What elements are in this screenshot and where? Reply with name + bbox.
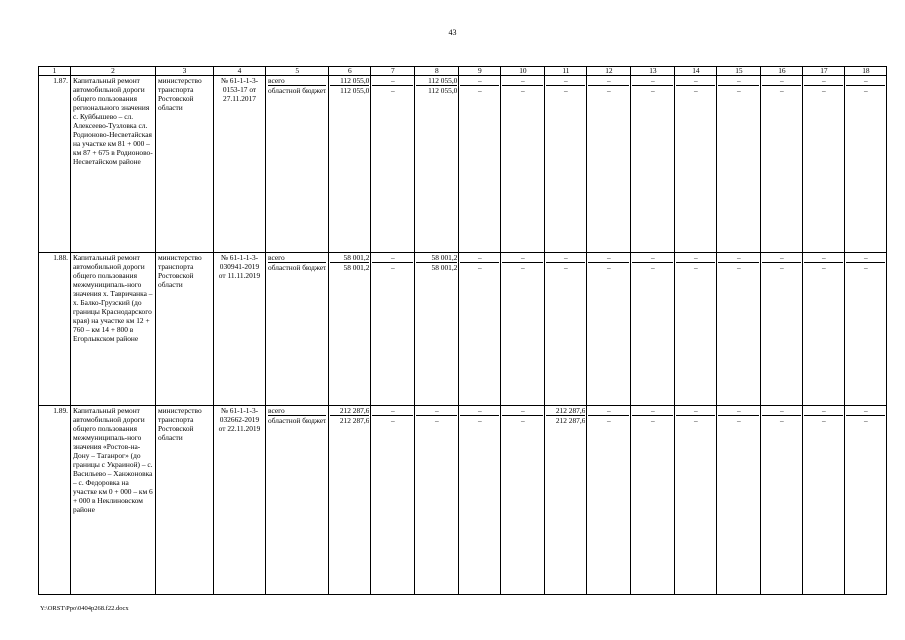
amount-value: – <box>564 86 568 95</box>
funding-source-label: всего <box>268 406 326 416</box>
amount-cell <box>545 253 587 406</box>
amount-value: – <box>546 76 585 86</box>
amount-value: – <box>822 86 826 95</box>
amount-cell <box>631 76 675 253</box>
amount-value: 58 001,2 <box>343 263 370 272</box>
amount-cell <box>631 253 675 406</box>
amount-value: – <box>780 416 784 425</box>
funding-source-label: областной бюджет <box>268 416 327 425</box>
amount-value: – <box>864 263 868 272</box>
amount-cell <box>587 406 631 595</box>
col-header-12: 12 <box>587 67 631 76</box>
col-header-15: 15 <box>717 67 761 76</box>
amount-value: 112 055,0 <box>340 86 370 95</box>
amount-value: – <box>478 416 482 425</box>
amount-value: 212 287,6 <box>555 416 586 425</box>
amount-cell <box>675 76 717 253</box>
amount-value: – <box>762 76 801 86</box>
expertise-document: № 61-1-1-3-032662-2019 от 22.11.2019 <box>214 406 266 595</box>
amount-value: – <box>588 406 629 416</box>
amount-value: – <box>416 406 457 416</box>
financing-table <box>38 66 887 595</box>
row-number: 1.89. <box>39 406 71 595</box>
amount-value: – <box>521 263 525 272</box>
amount-value: – <box>502 253 543 263</box>
col-header-2: 2 <box>71 67 156 76</box>
amount-value: – <box>822 416 826 425</box>
table-row <box>39 253 887 406</box>
funding-source-label: всего <box>268 76 326 86</box>
amount-value: – <box>694 263 698 272</box>
amount-value: – <box>822 263 826 272</box>
funding-source-cell <box>266 406 329 595</box>
amount-value: – <box>502 76 543 86</box>
funding-source-label: областной бюджет <box>268 263 327 272</box>
amount-value: – <box>546 253 585 263</box>
amount-value: – <box>521 86 525 95</box>
amount-value: – <box>372 406 413 416</box>
amount-cell <box>717 253 761 406</box>
amount-cell <box>675 253 717 406</box>
amount-cell <box>415 406 459 595</box>
col-header-14: 14 <box>675 67 717 76</box>
amount-cell <box>329 406 371 595</box>
page-number: 43 <box>448 28 457 37</box>
responsible-ministry: министерство транспорта Ростовской области <box>156 76 214 253</box>
col-header-16: 16 <box>761 67 803 76</box>
amount-value: – <box>737 263 741 272</box>
object-name: Капитальный ремонт автомобильной дороги общего пользования межмуниципаль-ного значения «Ростов-на-Дону – Таганрог» (до границы с Украиной) – с. Васильево – Ханжоновка – с. Федоровка на участке км 0 + 000 – км 6 + 000 в Неклиновском районе <box>71 406 156 595</box>
amount-value: – <box>478 263 482 272</box>
amount-value: – <box>718 76 759 86</box>
col-header-1: 1 <box>39 67 71 76</box>
amount-cell <box>371 253 415 406</box>
amount-value: – <box>718 253 759 263</box>
amount-value: – <box>651 416 655 425</box>
amount-value: – <box>632 253 673 263</box>
amount-value: – <box>588 76 629 86</box>
object-name: Капитальный ремонт автомобильной дороги общего пользования регионального значения с. Куйбышево – сл. Алексеево-Тузловка сл. Родионово-Несветайская на участке км 81 + 000 – км 87 + 675 в Родионово-Несветайском районе <box>71 76 156 253</box>
row-number: 1.87. <box>39 76 71 253</box>
amount-value: – <box>780 263 784 272</box>
amount-value: 112 055,0 <box>416 76 457 86</box>
amount-cell <box>631 406 675 595</box>
col-header-3: 3 <box>156 67 214 76</box>
amount-value: – <box>391 263 395 272</box>
amount-value: – <box>632 76 673 86</box>
amount-value: 58 001,2 <box>330 253 369 263</box>
amount-cell <box>329 253 371 406</box>
amount-value: – <box>846 253 885 263</box>
amount-cell <box>587 253 631 406</box>
col-header-18: 18 <box>845 67 887 76</box>
funding-source-cell <box>266 76 329 253</box>
amount-value: – <box>737 416 741 425</box>
amount-cell <box>545 76 587 253</box>
amount-cell <box>459 406 501 595</box>
amount-cell <box>717 76 761 253</box>
amount-value: 58 001,2 <box>416 253 457 263</box>
amount-cell <box>845 76 887 253</box>
amount-value: – <box>762 253 801 263</box>
funding-source-label: всего <box>268 253 326 263</box>
amount-value: 112 055,0 <box>428 86 458 95</box>
amount-value: – <box>607 416 611 425</box>
col-header-10: 10 <box>501 67 545 76</box>
amount-value: – <box>694 416 698 425</box>
amount-cell <box>845 253 887 406</box>
amount-value: – <box>804 406 843 416</box>
table-row <box>39 76 887 253</box>
amount-value: – <box>391 416 395 425</box>
amount-cell <box>415 76 459 253</box>
amount-value: – <box>478 86 482 95</box>
amount-cell <box>761 76 803 253</box>
object-name: Капитальный ремонт автомобильной дороги общего пользования межмуниципаль-ного значения х. Тавричанка – х. Балко-Грузский (до границы Краснодарского края) на участке км 12 + 760 – км 14 + 800 в Егорлыкском районе <box>71 253 156 406</box>
amount-value: – <box>676 406 715 416</box>
col-header-8: 8 <box>415 67 459 76</box>
amount-cell <box>675 406 717 595</box>
table-row <box>39 406 887 595</box>
amount-cell <box>803 253 845 406</box>
amount-cell <box>501 76 545 253</box>
col-header-7: 7 <box>371 67 415 76</box>
amount-value: – <box>804 253 843 263</box>
amount-cell <box>761 253 803 406</box>
amount-cell <box>371 76 415 253</box>
col-header-4: 4 <box>214 67 266 76</box>
amount-value: 58 001,2 <box>431 263 458 272</box>
amount-value: – <box>676 76 715 86</box>
footer-file-path: Y:\ORST\Ppo\0404p268.f22.docx <box>40 605 129 612</box>
amount-cell <box>415 253 459 406</box>
col-header-17: 17 <box>803 67 845 76</box>
expertise-document: № 61-1-1-3-0153-17 от 27.11.2017 <box>214 76 266 253</box>
amount-value: – <box>460 406 499 416</box>
amount-value: – <box>460 76 499 86</box>
amount-cell <box>501 253 545 406</box>
amount-value: – <box>718 406 759 416</box>
col-header-9: 9 <box>459 67 501 76</box>
funding-source-label: областной бюджет <box>268 86 327 95</box>
funding-source-cell <box>266 253 329 406</box>
amount-cell <box>545 406 587 595</box>
amount-value: – <box>521 416 525 425</box>
amount-value: – <box>651 86 655 95</box>
amount-value: – <box>846 76 885 86</box>
amount-value: – <box>864 86 868 95</box>
amount-value: – <box>435 416 439 425</box>
amount-cell <box>587 76 631 253</box>
amount-value: – <box>502 406 543 416</box>
amount-cell <box>761 406 803 595</box>
amount-value: 212 287,6 <box>339 416 370 425</box>
expertise-document: № 61-1-1-3-030941-2019 от 11.11.2019 <box>214 253 266 406</box>
amount-value: – <box>632 406 673 416</box>
amount-value: – <box>607 263 611 272</box>
amount-value: – <box>588 253 629 263</box>
amount-cell <box>329 76 371 253</box>
col-header-6: 6 <box>329 67 371 76</box>
row-number: 1.88. <box>39 253 71 406</box>
amount-value: – <box>607 86 611 95</box>
amount-value: 212 287,6 <box>330 406 369 416</box>
amount-value: – <box>864 416 868 425</box>
amount-value: – <box>676 253 715 263</box>
responsible-ministry: министерство транспорта Ростовской области <box>156 253 214 406</box>
amount-value: – <box>391 86 395 95</box>
amount-value: – <box>651 263 655 272</box>
column-number-row <box>39 67 887 76</box>
amount-value: – <box>564 263 568 272</box>
amount-cell <box>717 406 761 595</box>
amount-value: – <box>780 86 784 95</box>
col-header-11: 11 <box>545 67 587 76</box>
amount-value: – <box>804 76 843 86</box>
amount-cell <box>459 253 501 406</box>
amount-value: – <box>460 253 499 263</box>
amount-value: 112 055,0 <box>330 76 369 86</box>
amount-value: – <box>694 86 698 95</box>
amount-value: – <box>372 253 413 263</box>
amount-value: – <box>846 406 885 416</box>
amount-value: – <box>737 86 741 95</box>
amount-cell <box>501 406 545 595</box>
amount-cell <box>803 406 845 595</box>
amount-cell <box>371 406 415 595</box>
col-header-5: 5 <box>266 67 329 76</box>
amount-cell <box>845 406 887 595</box>
col-header-13: 13 <box>631 67 675 76</box>
amount-cell <box>459 76 501 253</box>
amount-value: – <box>372 76 413 86</box>
responsible-ministry: министерство транспорта Ростовской области <box>156 406 214 595</box>
amount-value: – <box>762 406 801 416</box>
amount-value: 212 287,6 <box>546 406 585 416</box>
amount-cell <box>803 76 845 253</box>
